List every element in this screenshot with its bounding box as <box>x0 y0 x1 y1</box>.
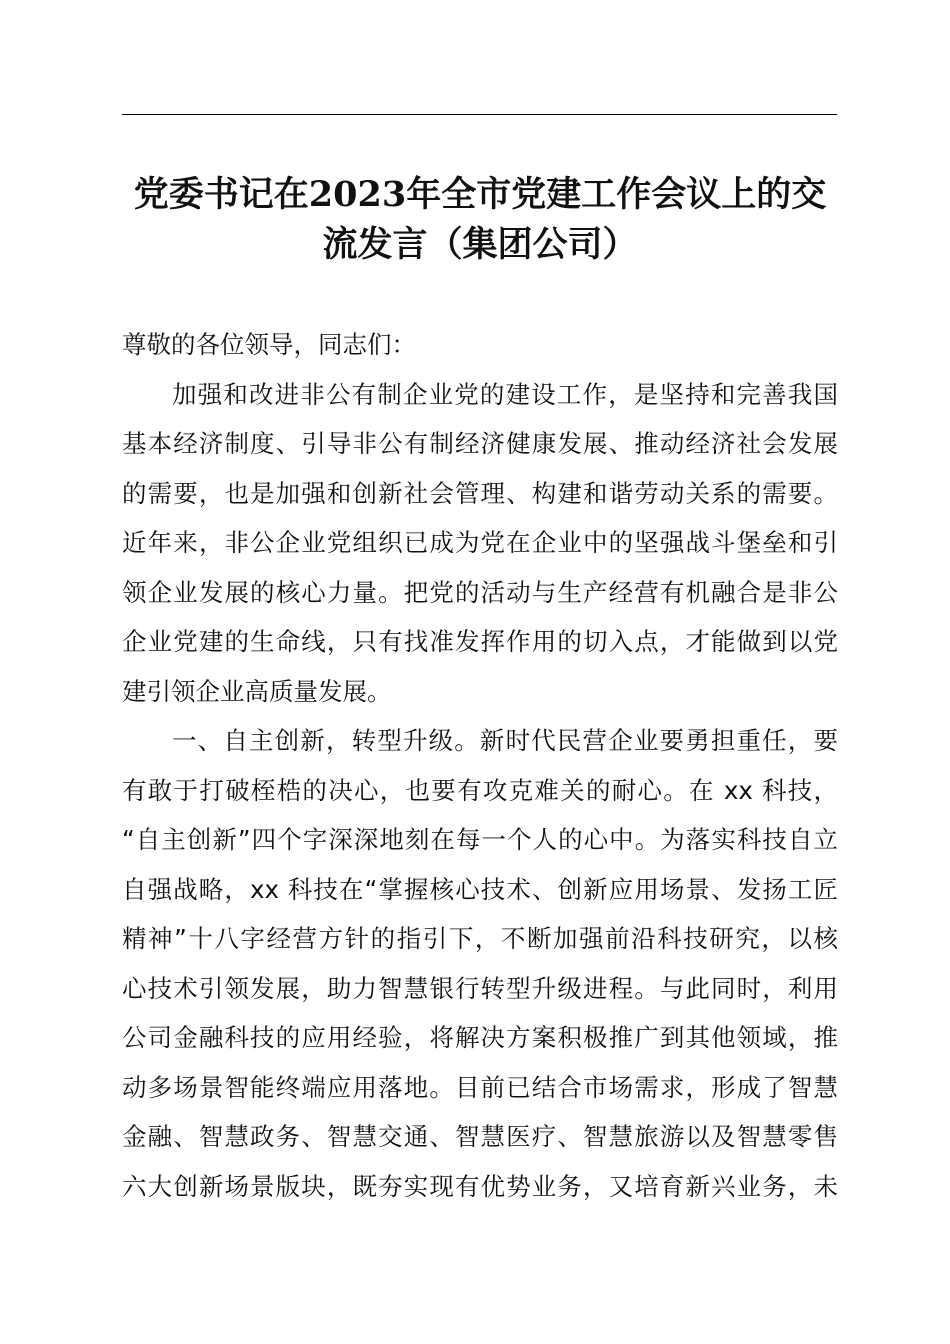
paragraph-line: 建引领企业高质量发展。 <box>122 676 392 706</box>
paragraph-line: 企业党建的生命线，只有找准发挥作用的切入点，才能做到以党 <box>122 627 838 656</box>
paragraph-section-1 <box>122 716 838 1211</box>
paragraph-line: 精神”十八字经营方针的指引下，不断加强前沿科技研究，以核 <box>122 924 838 953</box>
paragraph-line: 加强和改进非公有制企业党的建设工作，是坚持和完善我国 <box>172 379 838 409</box>
title-line: 流发言（集团公司） <box>322 224 638 265</box>
paragraph-line: 领企业发展的核心力量。把党的活动与生产经营有机融合是非公 <box>122 577 838 607</box>
paragraph-line: 有敢于打破桎梏的决心，也要有攻克难关的耐心。在 xx 科技， <box>122 775 838 805</box>
paragraph-line: 心技术引领发展，助力智慧银行转型升级进程。与此同时，利用 <box>122 973 838 1003</box>
paragraph-line: 近年来，非公企业党组织已成为党在企业中的坚强战斗堡垒和引 <box>122 528 838 557</box>
paragraph-intro <box>122 370 838 717</box>
paragraph-line: 的需要，也是加强和创新社会管理、构建和谐劳动关系的需要。 <box>122 478 838 508</box>
document-title <box>120 170 840 270</box>
title-line: 党委书记在2023年全市党建工作会议上的交 <box>133 174 827 215</box>
paragraph-line: 动多场景智能终端应用落地。目前已结合市场需求，形成了智慧 <box>122 1072 838 1102</box>
paragraph-line: 金融、智慧政务、智慧交通、智慧医疗、智慧旅游以及智慧零售 <box>122 1122 838 1151</box>
paragraph-line: 公司金融科技的应用经验，将解决方案积极推广到其他领域，推 <box>122 1023 838 1052</box>
paragraph-line: 一、自主创新，转型升级。新时代民营企业要勇担重任，要 <box>172 726 838 755</box>
paragraph-line: 六大创新场景版块，既夯实现有优势业务，又培育新兴业务，未 <box>122 1171 838 1201</box>
paragraph-line: 基本经济制度、引导非公有制经济健康发展、推动经济社会发展 <box>122 429 838 458</box>
salutation: 尊敬的各位领导，同志们： <box>122 330 416 359</box>
paragraph-line: 自强战略，xx 科技在“掌握核心技术、创新应用场景、发扬工匠 <box>122 874 838 904</box>
document-body <box>122 320 838 1211</box>
paragraph-line: “自主创新”四个字深深地刻在每一个人的心中。为落实科技自立 <box>122 825 838 854</box>
header-rule <box>122 114 837 115</box>
